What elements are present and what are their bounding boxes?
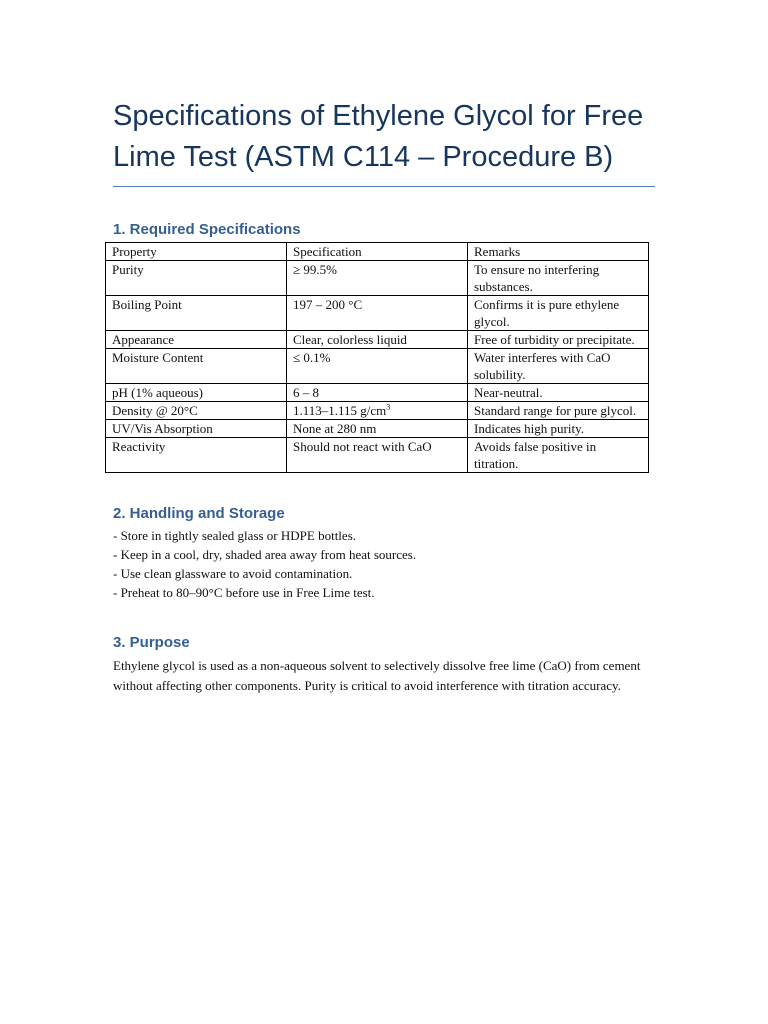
property-cell: UV/Vis Absorption (106, 420, 287, 438)
table-row (106, 331, 649, 349)
handling-list (113, 526, 655, 602)
remarks-cell: Free of turbidity or precipitate. (468, 331, 649, 349)
table-row (106, 261, 649, 296)
specification-cell: None at 280 nm (287, 420, 468, 438)
purpose-paragraph: Ethylene glycol is used as a non-aqueous solvent to selectively dissolve free lime (CaO) from cement without affecting other components. Purity is critical to avoid interference with titration accuracy. (113, 658, 641, 693)
document-title: Specifications of Ethylene Glycol for Free Lime Test (ASTM C114 – Procedure B) (113, 96, 655, 187)
remarks-cell: Water interferes with CaO solubility. (468, 349, 649, 384)
table-row (106, 420, 649, 438)
specification-cell: 6 – 8 (287, 384, 468, 402)
property-cell: pH (1% aqueous) (106, 384, 287, 402)
property-cell: Density @ 20°C (106, 402, 287, 420)
header-property: Property (106, 243, 287, 261)
table-header-row (106, 243, 649, 261)
handling-storage-heading: 2. Handling and Storage (113, 505, 285, 522)
table-row (106, 296, 649, 331)
table-row (106, 349, 649, 384)
table-row (106, 402, 649, 420)
list-item: - Keep in a cool, dry, shaded area away from heat sources. (113, 547, 417, 562)
list-item: - Preheat to 80–90°C before use in Free Lime test. (113, 585, 375, 600)
specification-cell: ≤ 0.1% (287, 349, 468, 384)
purpose-heading: 3. Purpose (113, 634, 190, 651)
remarks-cell: To ensure no interfering substances. (468, 261, 649, 296)
property-cell: Boiling Point (106, 296, 287, 331)
property-cell: Appearance (106, 331, 287, 349)
remarks-cell: Confirms it is pure ethylene glycol. (468, 296, 649, 331)
list-item: - Store in tightly sealed glass or HDPE bottles. (113, 528, 357, 543)
required-specifications-heading: 1. Required Specifications (113, 221, 301, 238)
document-page (113, 96, 655, 696)
density-value: 1.113–1.115 g/cm (293, 403, 387, 418)
list-item: - Use clean glassware to avoid contamination. (113, 566, 353, 581)
specification-cell: Clear, colorless liquid (287, 331, 468, 349)
table-row (106, 438, 649, 473)
property-cell: Purity (106, 261, 287, 296)
specification-cell: 197 – 200 °C (287, 296, 468, 331)
density-unit-superscript: 3 (386, 402, 391, 412)
header-remarks: Remarks (468, 243, 649, 261)
specification-cell: Should not react with CaO (287, 438, 468, 473)
specification-cell (287, 402, 468, 420)
table-row (106, 384, 649, 402)
remarks-cell: Indicates high purity. (468, 420, 649, 438)
specification-cell: ≥ 99.5% (287, 261, 468, 296)
remarks-cell: Standard range for pure glycol. (468, 402, 649, 420)
remarks-cell: Avoids false positive in titration. (468, 438, 649, 473)
property-cell: Reactivity (106, 438, 287, 473)
remarks-cell: Near-neutral. (468, 384, 649, 402)
specifications-table (105, 242, 649, 473)
property-cell: Moisture Content (106, 349, 287, 384)
header-specification: Specification (287, 243, 468, 261)
